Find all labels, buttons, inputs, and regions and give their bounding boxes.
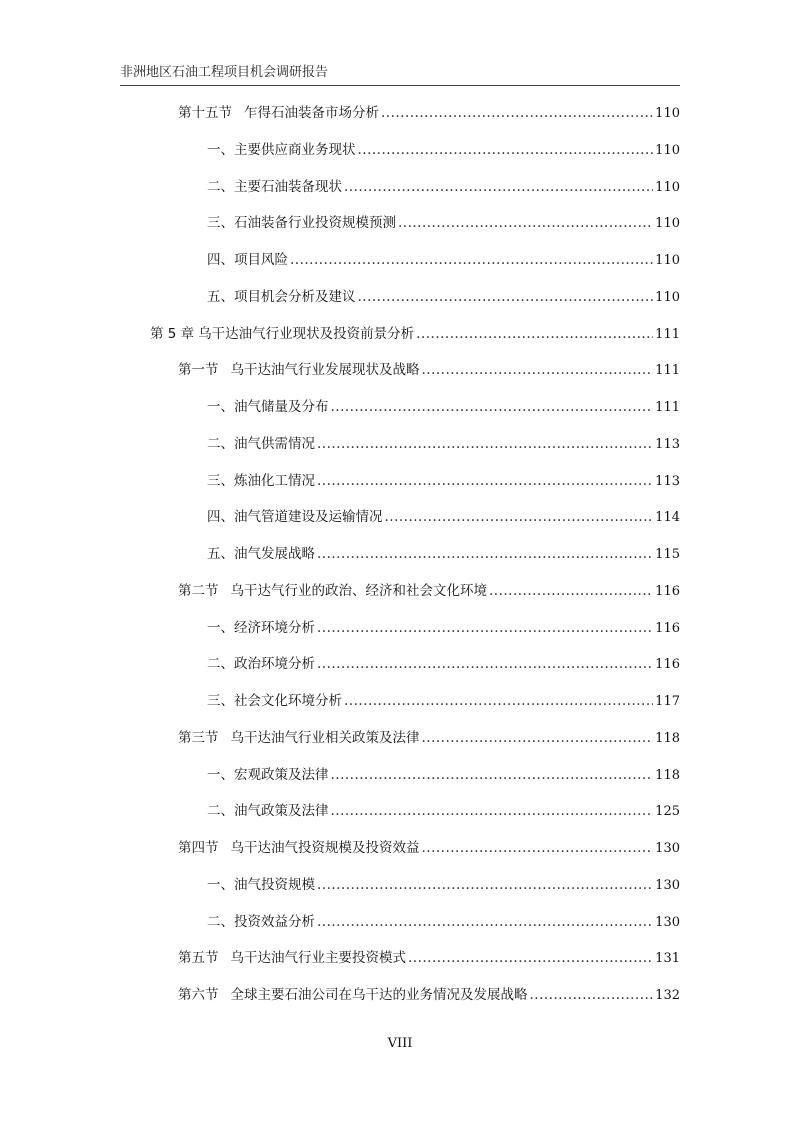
toc-entry-number: 一、: [207, 399, 234, 415]
toc-entry-title: 乌干达油气行业发展现状及战略: [230, 362, 420, 379]
toc-entry-page: 114: [655, 510, 680, 526]
toc-entry-number: 二、: [207, 803, 234, 820]
toc-entry-item[interactable]: [207, 802, 680, 821]
toc-entry-item[interactable]: [207, 251, 680, 270]
toc-entry-item[interactable]: [207, 288, 680, 307]
toc-leader-dots: [331, 766, 654, 784]
toc-entry-page: 113: [655, 436, 680, 452]
toc-entry-section[interactable]: [178, 729, 680, 748]
toc-entry-title: 油气投资规模: [234, 876, 315, 893]
toc-entry-title: 油气政策及法律: [234, 803, 329, 820]
toc-entry-number: 三、: [207, 693, 234, 709]
toc-entry-title: 油气供需情况: [234, 435, 315, 452]
toc-entry-number: 三、: [207, 472, 234, 489]
toc-entry-number: 二、: [207, 178, 234, 195]
toc-entry-number: 第二节: [178, 582, 219, 599]
toc-leader-dots: [317, 876, 653, 894]
toc-leader-dots: [317, 435, 653, 453]
toc-entry-title: 乌干达油气行业现状及投资前景分析: [198, 325, 415, 342]
toc-entry-page: 118: [655, 767, 680, 783]
toc-leader-dots: [317, 619, 653, 637]
toc-entry-title: 主要石油装备现状: [234, 178, 342, 195]
toc-entry-number: 二、: [207, 435, 234, 452]
toc-entry-page: 111: [655, 363, 680, 379]
toc-entry-number: 一、: [207, 141, 234, 158]
toc-leader-dots: [398, 214, 653, 232]
toc-leader-dots: [290, 251, 653, 269]
toc-entry-item[interactable]: [207, 545, 680, 564]
toc-entry-page: 131: [655, 951, 680, 967]
toc-entry-chapter[interactable]: [150, 325, 680, 344]
toc-leader-dots: [416, 325, 653, 343]
toc-entry-page: 116: [655, 583, 680, 599]
toc-entry-page: 130: [655, 914, 680, 930]
toc-entry-section[interactable]: [178, 839, 680, 858]
toc-entry-item[interactable]: [207, 398, 680, 417]
toc-entry-title: 宏观政策及法律: [234, 766, 329, 783]
toc-entry-number: 第一节: [178, 362, 219, 379]
toc-entry-page: 130: [655, 841, 680, 856]
toc-entry-item[interactable]: [207, 692, 680, 711]
toc-leader-dots: [317, 913, 653, 931]
toc-entry-section[interactable]: [178, 104, 680, 123]
toc-entry-title: 主要供应商业务现状: [234, 141, 356, 158]
toc-entry-item[interactable]: [207, 141, 680, 160]
toc-entry-item[interactable]: [207, 766, 680, 785]
toc-leader-dots: [381, 104, 653, 122]
toc-entry-title: 政治环境分析: [234, 656, 315, 673]
toc-entry-item[interactable]: [207, 214, 680, 233]
toc-entry-title: 油气储量及分布: [234, 399, 329, 415]
toc-leader-dots: [317, 655, 653, 673]
toc-entry-page: 125: [655, 804, 680, 820]
toc-entry-page: 116: [655, 657, 680, 673]
toc-entry-number: 第六节: [178, 987, 219, 1003]
toc-entry-page: 130: [655, 877, 680, 893]
toc-entry-page: 116: [655, 620, 680, 636]
toc-entry-number: 第五节: [178, 950, 219, 967]
toc-entry-item[interactable]: [207, 913, 680, 932]
toc-entry-number: 第四节: [178, 840, 219, 856]
toc-entry-page: 110: [655, 142, 680, 158]
toc-entry-page: 110: [655, 106, 680, 121]
toc-leader-dots: [317, 472, 653, 490]
toc-leader-dots: [344, 178, 653, 196]
toc-leader-dots: [422, 361, 654, 379]
toc-leader-dots: [344, 692, 653, 710]
toc-entry-item[interactable]: [207, 435, 680, 454]
toc-leader-dots: [422, 839, 654, 857]
page-number: VIII: [387, 1036, 413, 1051]
toc-entry-item[interactable]: [207, 472, 680, 491]
toc-leader-dots: [358, 288, 654, 306]
toc-entry-title: 乍得石油装备市场分析: [244, 105, 379, 121]
toc-leader-dots: [530, 986, 654, 1004]
toc-entry-page: 115: [655, 547, 680, 562]
toc-entry-page: 117: [655, 694, 680, 709]
toc-entry-number: 二、: [207, 913, 234, 930]
toc-entry-number: 四、: [207, 509, 234, 526]
toc-entry-title: 炼油化工情况: [234, 472, 315, 489]
toc-entry-item[interactable]: [207, 508, 680, 527]
toc-entry-number: 一、: [207, 619, 234, 636]
toc-entry-section[interactable]: [178, 986, 680, 1005]
toc-entry-page: 110: [655, 253, 680, 268]
toc-entry-page: 118: [655, 730, 680, 746]
toc-entry-page: 110: [655, 216, 680, 232]
toc-entry-title: 油气管道建设及运输情况: [234, 509, 383, 526]
toc-entry-page: 113: [655, 473, 680, 489]
toc-entry-number: 二、: [207, 656, 234, 673]
toc-entry-page: 132: [655, 988, 680, 1003]
toc-entry-number: 一、: [207, 876, 234, 893]
toc-entry-number: 三、: [207, 215, 234, 232]
toc-entry-title: 乌干达气行业的政治、经济和社会文化环境: [230, 582, 487, 599]
toc-entry-page: 111: [655, 326, 680, 342]
toc-leader-dots: [317, 545, 653, 563]
header-divider: [120, 85, 680, 86]
running-header: 非洲地区石油工程项目机会调研报告: [120, 65, 329, 80]
toc-entry-number: 第十五节: [178, 105, 232, 121]
toc-entry-number: 五、: [207, 288, 234, 305]
toc-entry-title: 投资效益分析: [234, 913, 315, 930]
toc-entry-item[interactable]: [207, 619, 680, 638]
toc-leader-dots: [422, 729, 654, 747]
toc-entry-section[interactable]: [178, 361, 680, 380]
toc-entry-title: 乌干达油气投资规模及投资效益: [230, 840, 420, 856]
toc-leader-dots: [358, 141, 654, 159]
toc-entry-title: 油气发展战略: [234, 546, 315, 562]
toc-entry-number: 第 5 章: [150, 325, 195, 342]
toc-entry-number: 第三节: [178, 729, 219, 746]
toc-entry-title: 项目机会分析及建议: [234, 288, 356, 305]
toc-entry-item[interactable]: [207, 178, 680, 197]
toc-entry-section[interactable]: [178, 949, 680, 968]
toc-entry-page: 111: [655, 400, 680, 415]
toc-entry-title: 经济环境分析: [234, 619, 315, 636]
toc-entry-number: 五、: [207, 546, 234, 562]
toc-leader-dots: [408, 949, 653, 967]
toc-entry-title: 乌干达油气行业相关政策及法律: [230, 729, 420, 746]
toc-leader-dots: [489, 582, 653, 600]
toc-entry-title: 社会文化环境分析: [234, 693, 342, 709]
toc-entry-section[interactable]: [178, 582, 680, 601]
toc-entry-item[interactable]: [207, 655, 680, 674]
toc-entry-number: 一、: [207, 766, 234, 783]
toc-entry-page: 110: [655, 179, 680, 195]
toc-entry-number: 四、: [207, 252, 234, 268]
toc-entry-page: 110: [655, 289, 680, 305]
toc-entry-item[interactable]: [207, 876, 680, 895]
toc-leader-dots: [385, 508, 654, 526]
toc-entry-title: 项目风险: [234, 252, 288, 268]
toc-entry-title: 全球主要石油公司在乌干达的业务情况及发展战略: [230, 987, 528, 1003]
toc-entry-title: 石油装备行业投资规模预测: [234, 215, 396, 232]
toc-entry-title: 乌干达油气行业主要投资模式: [230, 950, 406, 967]
toc-leader-dots: [331, 398, 654, 416]
toc-leader-dots: [331, 802, 654, 820]
